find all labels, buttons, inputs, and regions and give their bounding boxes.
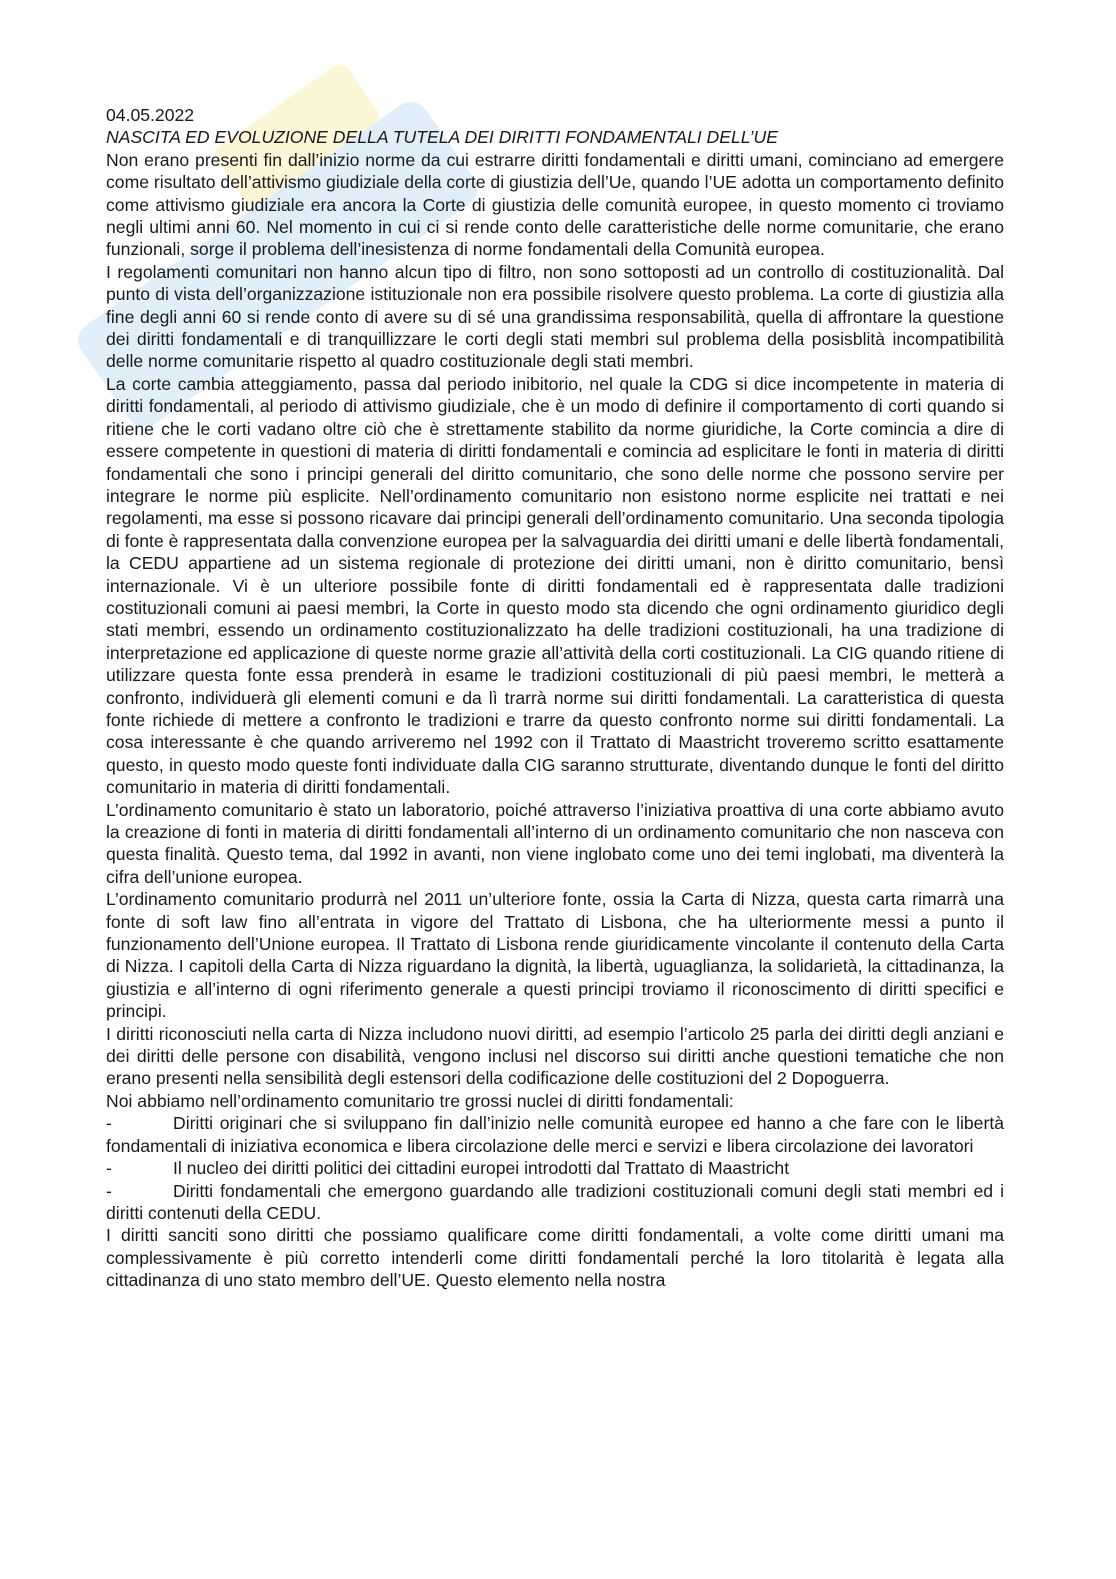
paragraph: Noi abbiamo nell’ordinamento comunitario tre grossi nuclei di diritti fondamentali: (106, 1090, 734, 1111)
list-item (106, 1180, 1004, 1225)
list-marker: - (106, 1180, 112, 1201)
list-item-text: Il nucleo dei diritti politici dei cittadini europei introdotti dal Trattato di Maastricht (173, 1158, 790, 1179)
document-title: NASCITA ED EVOLUZIONE DELLA TUTELA DEI DIRITTI FONDAMENTALI DELL’UE (106, 127, 778, 148)
list-item (106, 1112, 1004, 1157)
paragraph: I diritti sanciti sono diritti che possiamo qualificare come diritti fondamentali, a volte come diritti umani ma complessivamente è più corretto intenderli come diritti fondamentali perché la loro titolarità è legata alla cittadinanza di uno stato membro dell’UE. Questo elemento nella nostra (106, 1225, 1004, 1291)
paragraph: I diritti riconosciuti nella carta di Nizza includono nuovi diritti, ad esempio l’articolo 25 parla dei diritti degli anziani e dei diritti delle persone con disabilità, vengono inclusi nel discorso sui diritti anche questioni tematiche che non erano presenti nella sensibilità degli estensori della codificazione delle costituzioni del 2 Dopoguerra. (106, 1023, 1004, 1089)
list-marker: - (106, 1113, 112, 1134)
paragraph: La corte cambia atteggiamento, passa dal periodo inibitorio, nel quale la CDG si dice incompetente in materia di diritti fondamentali, al periodo di attivismo giudiziale, che è un modo di definire il comportamento di corti quando si ritiene che le corti vadano oltre ciò che è strettamente stabilito da norme giuridiche, la Corte comincia a dire di essere competente in questioni di materia di diritti fondamentali e comincia ad esplicitare le fonti in materia di diritti fondamentali che sono i principi generali del diritto comunitario, che sono delle norme che possono servire per integrare le norme più esplicite. Nell’ordinamento comunitario non esistono norme esplicite nei trattati e nei regolamenti, ma esse si possono ricavare dai principi generali dell’ordinamento comunitario. Una seconda tipologia di fonte è rappresentata dalla convenzione europea per la salvaguardia dei diritti umani e delle libertà fondamentali, la CEDU appartiene ad un sistema regionale di protezione dei diritti umani, non è diritto comunitario, bensì internazionale. Vi è un ulteriore possibile fonte di diritti fondamentali ed è rappresentata dalle tradizioni costituzionali comuni ai paesi membri, la Corte in questo modo sta dicendo che ogni ordinamento giuridico degli stati membri, essendo un ordinamento costituzionalizzato ha delle tradizioni costituzionali, ha una tradizione di interpretazione ed applicazione di queste norme grazie all’attività della corti costituzionali. La CIG quando ritiene di utilizzare questa fonte essa prenderà in esame le tradizioni costituzionali di più paesi membri, le metterà a confronto, individuerà gli elementi comuni e da lì trarrà norme sui diritti fondamentali. La caratteristica di questa fonte richiede di mettere a confronto le tradizioni e trarre da questo confronto norme sui diritti fondamentali. La cosa interessante è che quando arriveremo nel 1992 con il Trattato di Maastricht troveremo scritto esattamente questo, in questo modo queste fonti individuate dalla CIG saranno strutturate, diventando dunque le fonti del diritto comunitario in materia di diritti fondamentali. (106, 373, 1004, 798)
paragraph: I regolamenti comunitari non hanno alcun tipo di filtro, non sono sottoposti ad un controllo di costituzionalità. Dal punto di vista dell’organizzazione istituzionale non era possibile risolvere questo problema. La corte di giustizia alla fine degli anni 60 si rende conto di avere su di sé una grandissima responsabilità, quella di affrontare la questione dei diritti fondamentali e di tranquillizzare le corti degli stati membri sul problema della posisblità incompatibilità delle norme comunitarie rispetto al quadro costituzionale degli stati membri. (106, 261, 1004, 372)
document-date: 04.05.2022 (106, 105, 195, 125)
list-item-text: Diritti originari che si sviluppano fin dall’inizio nelle comunità europee ed hanno a che fare con le libertà fondamentali di iniziativa economica e libera circolazione delle merci e servizi e libera circolazione dei lavoratori (106, 1113, 1004, 1156)
paragraph: L’ordinamento comunitario produrrà nel 2011 un’ulteriore fonte, ossia la Carta di Nizza, questa carta rimarrà una fonte di soft law fino all’entrata in vigore del Trattato di Lisbona, che ha ulteriormente messi a punto il funzionamento dell’Unione europea. Il Trattato di Lisbona rende giuridicamente vincolante il contenuto della Carta di Nizza. I capitoli della Carta di Nizza riguardano la dignità, la libertà, uguaglianza, la solidarietà, la cittadinanza, la giustizia e all’interno di ogni riferimento generale a questi principi troviamo il riconoscimento di diritti specifici e principi. (106, 889, 1004, 1022)
list-item (106, 1157, 1004, 1179)
document-page (106, 104, 1004, 1292)
list-item-text: Diritti fondamentali che emergono guardando alle tradizioni costituzionali comuni degli stati membri ed i diritti contenuti della CEDU. (106, 1180, 1004, 1223)
rights-list (106, 1112, 1004, 1224)
paragraph: Non erano presenti fin dall’inizio norme da cui estrarre diritti fondamentali e diritti umani, cominciano ad emergere come risultato dell’attivismo giudiziale della corte di giustizia dell’Ue, quando l’UE adotta un comportamento definito come attivismo giudiziale era ancora la Corte di giustizia delle comunità europee, in questo momento ci troviamo negli ultimi anni 60. Nel momento in cui ci si rende conto delle caratteristiche delle norme comunitarie, che erano funzionali, sorge il problema dell’inesistenza di norme fondamentali della Comunità europea. (106, 149, 1004, 260)
list-marker: - (106, 1158, 112, 1179)
paragraph: L’ordinamento comunitario è stato un laboratorio, poiché attraverso l’iniziativa proattiva di una corte abbiamo avuto la creazione di fonti in materia di diritti fondamentali all’interno di un ordinamento comunitario che non nasceva con questa finalità. Questo tema, dal 1992 in avanti, non viene inglobato come uno dei temi inglobati, ma diventerà la cifra dell’unione europea. (106, 799, 1004, 887)
